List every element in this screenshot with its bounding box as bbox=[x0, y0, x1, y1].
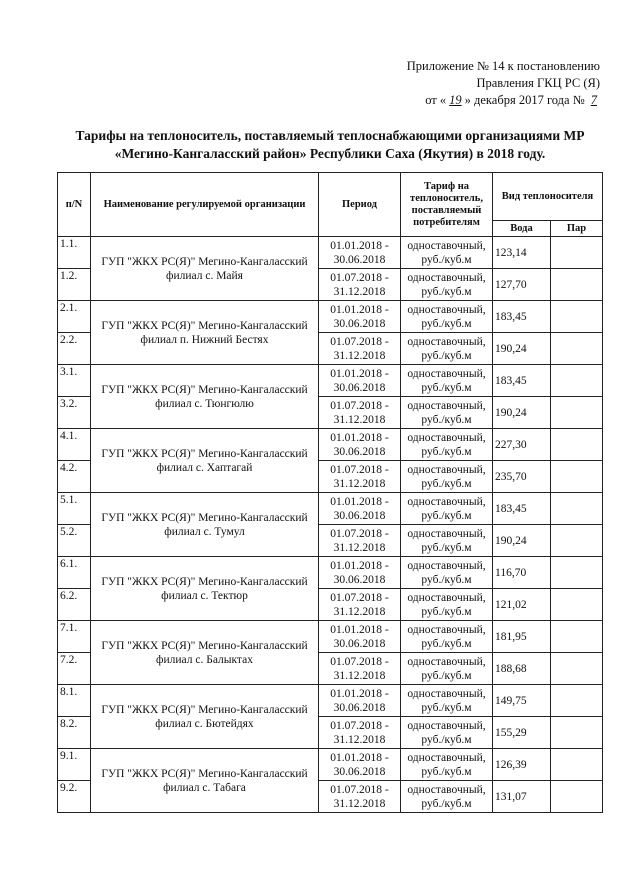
tariff-unit-cell: одноставочный, руб./куб.м bbox=[401, 397, 493, 429]
water-tariff-cell: 121,02 bbox=[493, 589, 551, 621]
organization-name: ГУП "ЖКХ РС(Я)" Мегино-Кангаласский филиал с. Табага bbox=[91, 749, 319, 813]
steam-tariff-cell bbox=[551, 781, 603, 813]
organization-name: ГУП "ЖКХ РС(Я)" Мегино-Кангаласский филиал с. Тумул bbox=[91, 493, 319, 557]
header-org: Наименование регулируемой организации bbox=[91, 173, 319, 237]
row-number: 3.2. bbox=[58, 397, 91, 429]
steam-tariff-cell bbox=[551, 429, 603, 461]
header-period: Период bbox=[319, 173, 401, 237]
steam-tariff-cell bbox=[551, 333, 603, 365]
row-number: 5.2. bbox=[58, 525, 91, 557]
organization-name: ГУП "ЖКХ РС(Я)" Мегино-Кангаласский филиал с. Хаптагай bbox=[91, 429, 319, 493]
table-row bbox=[58, 493, 603, 525]
water-tariff-cell: 235,70 bbox=[493, 461, 551, 493]
header-steam: Пар bbox=[551, 221, 603, 237]
period-cell: 01.01.2018 - 30.06.2018 bbox=[319, 557, 401, 589]
row-number: 6.1. bbox=[58, 557, 91, 589]
steam-tariff-cell bbox=[551, 269, 603, 301]
tariff-unit-cell: одноставочный, руб./куб.м bbox=[401, 749, 493, 781]
period-cell: 01.01.2018 - 30.06.2018 bbox=[319, 685, 401, 717]
appendix-header bbox=[407, 58, 600, 109]
steam-tariff-cell bbox=[551, 749, 603, 781]
organization-name: ГУП "ЖКХ РС(Я)" Мегино-Кангаласский филиал п. Нижний Бестях bbox=[91, 301, 319, 365]
steam-tariff-cell bbox=[551, 493, 603, 525]
period-cell: 01.07.2018 - 31.12.2018 bbox=[319, 717, 401, 749]
water-tariff-cell: 149,75 bbox=[493, 685, 551, 717]
water-tariff-cell: 183,45 bbox=[493, 493, 551, 525]
water-tariff-cell: 155,29 bbox=[493, 717, 551, 749]
tariff-unit-cell: одноставочный, руб./куб.м bbox=[401, 781, 493, 813]
water-tariff-cell: 181,95 bbox=[493, 621, 551, 653]
steam-tariff-cell bbox=[551, 621, 603, 653]
period-cell: 01.01.2018 - 30.06.2018 bbox=[319, 493, 401, 525]
row-number: 5.1. bbox=[58, 493, 91, 525]
steam-tariff-cell bbox=[551, 461, 603, 493]
tariff-unit-cell: одноставочный, руб./куб.м bbox=[401, 461, 493, 493]
row-number: 1.1. bbox=[58, 237, 91, 269]
period-cell: 01.07.2018 - 31.12.2018 bbox=[319, 269, 401, 301]
tariff-unit-cell: одноставочный, руб./куб.м bbox=[401, 237, 493, 269]
row-number: 1.2. bbox=[58, 269, 91, 301]
water-tariff-cell: 116,70 bbox=[493, 557, 551, 589]
header-carrier-type: Вид теплоносителя bbox=[493, 173, 603, 221]
header-tariff: Тариф на теплоноситель, поставляемый потребителям bbox=[401, 173, 493, 237]
period-cell: 01.07.2018 - 31.12.2018 bbox=[319, 525, 401, 557]
water-tariff-cell: 131,07 bbox=[493, 781, 551, 813]
organization-name: ГУП "ЖКХ РС(Я)" Мегино-Кангаласский филиал с. Майя bbox=[91, 237, 319, 301]
water-tariff-cell: 123,14 bbox=[493, 237, 551, 269]
steam-tariff-cell bbox=[551, 365, 603, 397]
water-tariff-cell: 227,30 bbox=[493, 429, 551, 461]
water-tariff-cell: 190,24 bbox=[493, 397, 551, 429]
period-cell: 01.07.2018 - 31.12.2018 bbox=[319, 589, 401, 621]
appendix-line-3 bbox=[407, 92, 600, 109]
document-title bbox=[60, 127, 600, 163]
header-num: п/N bbox=[58, 173, 91, 237]
water-tariff-cell: 127,70 bbox=[493, 269, 551, 301]
period-cell: 01.07.2018 - 31.12.2018 bbox=[319, 653, 401, 685]
table-body bbox=[58, 237, 603, 813]
tariff-unit-cell: одноставочный, руб./куб.м bbox=[401, 589, 493, 621]
tariff-unit-cell: одноставочный, руб./куб.м bbox=[401, 621, 493, 653]
row-number: 2.1. bbox=[58, 301, 91, 333]
organization-name: ГУП "ЖКХ РС(Я)" Мегино-Кангаласский филиал с. Тектюр bbox=[91, 557, 319, 621]
table-row bbox=[58, 749, 603, 781]
steam-tariff-cell bbox=[551, 237, 603, 269]
table-row bbox=[58, 301, 603, 333]
period-cell: 01.01.2018 - 30.06.2018 bbox=[319, 621, 401, 653]
water-tariff-cell: 190,24 bbox=[493, 525, 551, 557]
row-number: 8.1. bbox=[58, 685, 91, 717]
row-number: 7.1. bbox=[58, 621, 91, 653]
tariff-unit-cell: одноставочный, руб./куб.м bbox=[401, 429, 493, 461]
period-cell: 01.01.2018 - 30.06.2018 bbox=[319, 365, 401, 397]
row-number: 6.2. bbox=[58, 589, 91, 621]
water-tariff-cell: 190,24 bbox=[493, 333, 551, 365]
handwritten-day: 19 bbox=[449, 93, 462, 107]
row-number: 4.1. bbox=[58, 429, 91, 461]
row-number: 4.2. bbox=[58, 461, 91, 493]
steam-tariff-cell bbox=[551, 589, 603, 621]
tariff-unit-cell: одноставочный, руб./куб.м bbox=[401, 269, 493, 301]
water-tariff-cell: 183,45 bbox=[493, 301, 551, 333]
row-number: 3.1. bbox=[58, 365, 91, 397]
period-cell: 01.07.2018 - 31.12.2018 bbox=[319, 461, 401, 493]
steam-tariff-cell bbox=[551, 525, 603, 557]
period-cell: 01.01.2018 - 30.06.2018 bbox=[319, 429, 401, 461]
steam-tariff-cell bbox=[551, 397, 603, 429]
tariff-unit-cell: одноставочный, руб./куб.м bbox=[401, 685, 493, 717]
tariff-unit-cell: одноставочный, руб./куб.м bbox=[401, 333, 493, 365]
table-row bbox=[58, 365, 603, 397]
tariff-unit-cell: одноставочный, руб./куб.м bbox=[401, 557, 493, 589]
table-row bbox=[58, 429, 603, 461]
row-number: 8.2. bbox=[58, 717, 91, 749]
period-cell: 01.01.2018 - 30.06.2018 bbox=[319, 749, 401, 781]
tariff-unit-cell: одноставочный, руб./куб.м bbox=[401, 653, 493, 685]
steam-tariff-cell bbox=[551, 301, 603, 333]
period-cell: 01.01.2018 - 30.06.2018 bbox=[319, 237, 401, 269]
appendix-date-prefix: от « bbox=[425, 93, 447, 107]
title-line-2: «Мегино-Кангаласский район» Республики Саха (Якутия) в 2018 году. bbox=[114, 146, 546, 161]
tariff-unit-cell: одноставочный, руб./куб.м bbox=[401, 717, 493, 749]
tariff-unit-cell: одноставочный, руб./куб.м bbox=[401, 301, 493, 333]
header-water: Вода bbox=[493, 221, 551, 237]
table-row bbox=[58, 237, 603, 269]
title-line-1: Тарифы на теплоноситель, поставляемый теплоснабжающими организациями МР bbox=[75, 128, 585, 143]
water-tariff-cell: 183,45 bbox=[493, 365, 551, 397]
steam-tariff-cell bbox=[551, 717, 603, 749]
row-number: 9.1. bbox=[58, 749, 91, 781]
organization-name: ГУП "ЖКХ РС(Я)" Мегино-Кангаласский филиал с. Балыктах bbox=[91, 621, 319, 685]
appendix-line-1: Приложение № 14 к постановлению bbox=[406, 59, 600, 73]
row-number: 9.2. bbox=[58, 781, 91, 813]
table-row bbox=[58, 685, 603, 717]
row-number: 2.2. bbox=[58, 333, 91, 365]
steam-tariff-cell bbox=[551, 557, 603, 589]
table-header-row bbox=[58, 173, 603, 221]
table-row bbox=[58, 621, 603, 653]
tariff-table bbox=[57, 172, 603, 813]
organization-name: ГУП "ЖКХ РС(Я)" Мегино-Кангаласский филиал с. Бютейдях bbox=[91, 685, 319, 749]
appendix-date-middle: » декабря 2017 года № bbox=[464, 93, 585, 107]
tariff-unit-cell: одноставочный, руб./куб.м bbox=[401, 525, 493, 557]
tariff-unit-cell: одноставочный, руб./куб.м bbox=[401, 493, 493, 525]
steam-tariff-cell bbox=[551, 685, 603, 717]
period-cell: 01.01.2018 - 30.06.2018 bbox=[319, 301, 401, 333]
appendix-line-2: Правления ГКЦ РС (Я) bbox=[476, 76, 600, 90]
tariff-unit-cell: одноставочный, руб./куб.м bbox=[401, 365, 493, 397]
period-cell: 01.07.2018 - 31.12.2018 bbox=[319, 781, 401, 813]
period-cell: 01.07.2018 - 31.12.2018 bbox=[319, 397, 401, 429]
table-row bbox=[58, 557, 603, 589]
water-tariff-cell: 126,39 bbox=[493, 749, 551, 781]
row-number: 7.2. bbox=[58, 653, 91, 685]
water-tariff-cell: 188,68 bbox=[493, 653, 551, 685]
organization-name: ГУП "ЖКХ РС(Я)" Мегино-Кангаласский филиал с. Тюнгюлю bbox=[91, 365, 319, 429]
handwritten-number: 7 bbox=[590, 93, 597, 107]
period-cell: 01.07.2018 - 31.12.2018 bbox=[319, 333, 401, 365]
steam-tariff-cell bbox=[551, 653, 603, 685]
